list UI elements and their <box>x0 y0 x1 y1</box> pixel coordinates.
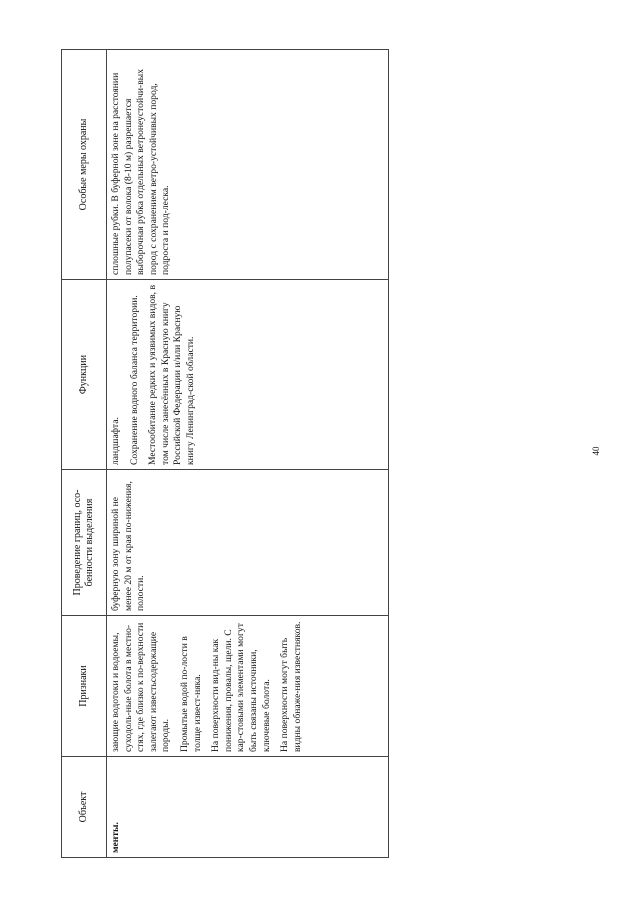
header-object: Объект <box>62 757 107 858</box>
header-boundaries: Проведение границ, осо-бенности выделения <box>62 470 107 616</box>
features-paragraph: На поверхности вид-ны как понижения, провалы, щели. С кар-стовыми элементами могут быть связаны источники, ключевые болота. <box>210 623 272 752</box>
header-functions: Функции <box>62 280 107 470</box>
page-number: 40 <box>591 446 601 456</box>
protection-text: сплошные рубки. В буферной зоне на расстоянии полупасеки от волока (8-10 м) разрешается выборочная рубка отдельных ветронеустойчи-вых пород с сохранением ветро-устойчивых пород, подроста и под-леска. <box>110 68 172 275</box>
boundaries-text: буферную зону шириной не менее 20 м от края по-нижения, полости. <box>110 481 147 611</box>
cell-functions <box>107 280 389 470</box>
object-name: менты. <box>110 822 121 853</box>
cell-features <box>107 616 389 757</box>
cell-boundaries <box>107 470 389 616</box>
cell-object <box>107 757 389 858</box>
table-row <box>107 50 389 858</box>
table-header-row <box>62 50 107 858</box>
rotated-table-page <box>61 50 389 858</box>
features-paragraph: зающие водотоки и водоемы, суходоль-ные болота в местно-стях, где близко к по-верхности залегают известьсодержащие породы. <box>110 622 172 752</box>
functions-paragraph: ландшафта. <box>110 417 121 465</box>
protection-measures-table <box>61 49 389 858</box>
features-paragraph: Промытые водой по-лости в толще извест-няка. <box>178 636 203 752</box>
header-protection: Особые меры охраны <box>62 50 107 280</box>
header-features: Признаки <box>62 616 107 757</box>
features-paragraph: На поверхности могут быть видны обнаже-ния известняков. <box>279 621 303 752</box>
functions-paragraph: Сохранение водного баланса территории. <box>128 295 140 465</box>
functions-paragraph: Местообитание редких и уязвимых видов, в том числе занесённых в Красную книгу Российской Федерации и/или Красную книгу Ленинград-ской области. <box>147 285 196 465</box>
cell-protection <box>107 50 389 280</box>
